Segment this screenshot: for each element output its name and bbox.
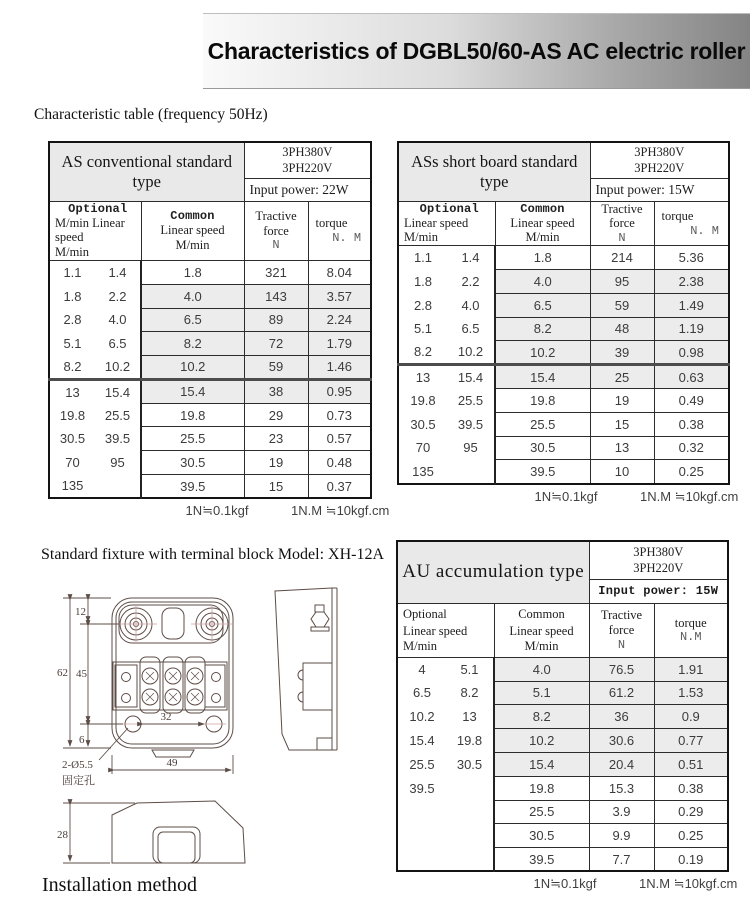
optional-speed-low: 5.1 xyxy=(398,317,447,341)
optional-speed-high xyxy=(447,460,495,484)
screw-terminal-right xyxy=(191,605,233,643)
power-cell: Input power: 22W xyxy=(244,178,371,201)
common-speed: 25.5 xyxy=(494,800,589,824)
common-speed: 10.2 xyxy=(495,341,590,365)
front-view xyxy=(112,598,233,757)
torque-value: 0.95 xyxy=(308,379,371,403)
characteristic-table-subtitle: Characteristic table (frequency 50Hz) xyxy=(34,106,268,123)
tractive-force-value: 61.2 xyxy=(589,681,654,705)
fixing-hole-label: 固定孔 xyxy=(62,775,95,787)
tractive-force-value: 48 xyxy=(590,317,654,341)
common-speed: 30.5 xyxy=(494,824,589,848)
common-speed: 1.8 xyxy=(141,260,244,284)
optional-speed-low: 13 xyxy=(398,365,447,389)
common-speed: 10.2 xyxy=(141,356,244,380)
as-conventional-table xyxy=(48,141,372,499)
common-speed: 15.4 xyxy=(495,365,590,389)
title-banner xyxy=(203,13,750,89)
common-speed: 4.0 xyxy=(495,269,590,293)
common-speed: 30.5 xyxy=(495,436,590,460)
torque-value: 3.57 xyxy=(308,284,371,308)
newton-note: 1N≒0.1kgf xyxy=(534,488,598,504)
au-accumulation-table xyxy=(396,540,729,872)
installation-method-label: Installation method xyxy=(42,874,197,896)
optional-speed-high xyxy=(446,848,494,872)
tractive-force-value: 3.9 xyxy=(589,800,654,824)
optional-speed-low: 30.5 xyxy=(398,412,447,436)
tractive-force-value: 321 xyxy=(244,260,308,284)
optional-speed-high: 2.2 xyxy=(447,269,495,293)
optional-speed-high: 6.5 xyxy=(95,332,141,356)
torque-value: 1.79 xyxy=(308,332,371,356)
torque-value: 1.53 xyxy=(654,681,728,705)
optional-speed-low: 1.8 xyxy=(49,284,95,308)
tractive-force-value: 214 xyxy=(590,246,654,270)
tractive-force-value: 59 xyxy=(244,356,308,380)
optional-speed-high: 4.0 xyxy=(95,308,141,332)
torque-value: 1.46 xyxy=(308,356,371,380)
optional-speed-low xyxy=(397,824,446,848)
torque-value: 0.29 xyxy=(654,800,728,824)
common-header: Common Linear speed M/min xyxy=(494,603,589,657)
tractive-force-header: Tractive force N xyxy=(244,201,308,260)
optional-speed-high: 39.5 xyxy=(95,427,141,451)
torque-value: 0.32 xyxy=(654,436,729,460)
optional-speed-low: 25.5 xyxy=(397,752,446,776)
tractive-force-value: 20.4 xyxy=(589,752,654,776)
torque-value: 0.48 xyxy=(308,451,371,475)
optional-speed-high: 95 xyxy=(447,436,495,460)
common-speed: 8.2 xyxy=(141,332,244,356)
optional-header: Optional M/min Linear speed M/min xyxy=(49,201,141,260)
torque-value: 1.49 xyxy=(654,293,729,317)
tractive-force-value: 19 xyxy=(590,388,654,412)
unit-conversion-note xyxy=(396,876,738,894)
torque-value: 0.19 xyxy=(654,848,728,872)
optional-speed-high xyxy=(446,824,494,848)
optional-speed-high xyxy=(446,776,494,800)
torque-value: 0.25 xyxy=(654,824,728,848)
power-cell: Input power: 15W xyxy=(590,178,729,201)
dim-49: 49 xyxy=(166,757,178,769)
tractive-force-value: 7.7 xyxy=(589,848,654,872)
tractive-force-value: 89 xyxy=(244,308,308,332)
optional-speed-low xyxy=(397,848,446,872)
tractive-force-value: 13 xyxy=(590,436,654,460)
tractive-force-value: 15 xyxy=(590,412,654,436)
torque-value: 0.57 xyxy=(308,427,371,451)
common-speed: 39.5 xyxy=(495,460,590,484)
optional-header: Optional Linear speed M/min xyxy=(398,201,495,246)
optional-speed-high: 2.2 xyxy=(95,284,141,308)
torque-value: 0.98 xyxy=(654,341,729,365)
newton-note: 1N≒0.1kgf xyxy=(533,876,597,892)
dim-45: 45 xyxy=(76,668,87,680)
optional-header: Optional Linear speed M/min xyxy=(397,603,494,657)
newton-meter-note: 1N.M ≒10kgf.cm xyxy=(639,876,738,892)
common-speed: 8.2 xyxy=(495,317,590,341)
tractive-force-header: Tractive force N xyxy=(589,603,654,657)
optional-speed-low: 10.2 xyxy=(397,705,446,729)
optional-speed-low: 19.8 xyxy=(49,403,95,427)
torque-header: torque N. M xyxy=(308,201,371,260)
torque-value: 0.38 xyxy=(654,776,728,800)
torque-value: 8.04 xyxy=(308,260,371,284)
side-view xyxy=(275,588,337,750)
common-speed: 19.8 xyxy=(495,388,590,412)
optional-speed-high: 25.5 xyxy=(95,403,141,427)
common-speed: 6.5 xyxy=(495,293,590,317)
optional-speed-high: 5.1 xyxy=(446,657,494,681)
fixture-drawing xyxy=(35,572,375,907)
optional-speed-low: 13 xyxy=(49,379,95,403)
optional-speed-low: 135 xyxy=(398,460,447,484)
optional-speed-low: 2.8 xyxy=(49,308,95,332)
torque-value: 0.37 xyxy=(308,475,371,499)
optional-speed-low: 4 xyxy=(397,657,446,681)
optional-speed-low: 19.8 xyxy=(398,388,447,412)
torque-value: 0.73 xyxy=(308,403,371,427)
optional-speed-high: 95 xyxy=(95,451,141,475)
optional-speed-high: 15.4 xyxy=(95,379,141,403)
ass-short-board-table-host xyxy=(397,141,739,507)
optional-speed-low: 2.8 xyxy=(398,293,447,317)
optional-speed-low: 70 xyxy=(49,451,95,475)
power-cell: Input power: 15W xyxy=(589,579,728,603)
optional-speed-low: 15.4 xyxy=(397,729,446,753)
dim-hole: 2-Ø5.5 xyxy=(62,759,93,771)
tractive-force-header: Tractive force N xyxy=(590,201,654,246)
optional-speed-high xyxy=(95,475,141,499)
optional-speed-low: 1.1 xyxy=(398,246,447,270)
au-accumulation-title: AU accumulation type xyxy=(397,541,589,603)
optional-speed-high: 13 xyxy=(446,705,494,729)
torque-value: 0.9 xyxy=(654,705,728,729)
common-speed: 4.0 xyxy=(494,657,589,681)
common-speed: 19.8 xyxy=(494,776,589,800)
optional-speed-low: 8.2 xyxy=(398,341,447,365)
page-title: Characteristics of DGBL50/60-AS AC electric roller xyxy=(207,38,746,64)
torque-value: 2.24 xyxy=(308,308,371,332)
tractive-force-value: 9.9 xyxy=(589,824,654,848)
common-speed: 39.5 xyxy=(494,848,589,872)
unit-conversion-note xyxy=(397,488,739,507)
voltage-cell: 3PH380V 3PH220V xyxy=(244,142,371,178)
common-speed: 19.8 xyxy=(141,403,244,427)
dim-62: 62 xyxy=(57,667,68,679)
common-speed: 6.5 xyxy=(141,308,244,332)
unit-conversion-note xyxy=(48,503,390,521)
common-speed: 30.5 xyxy=(141,451,244,475)
torque-value: 0.38 xyxy=(654,412,729,436)
optional-speed-high: 25.5 xyxy=(447,388,495,412)
optional-speed-high: 6.5 xyxy=(447,317,495,341)
optional-speed-high: 15.4 xyxy=(447,365,495,389)
newton-meter-note: 1N.M ≒10kgf.cm xyxy=(291,503,390,519)
common-header: Common Linear speed M/min xyxy=(495,201,590,246)
voltage-cell: 3PH380V 3PH220V xyxy=(590,142,729,178)
terminal-block xyxy=(113,657,227,713)
optional-speed-low: 8.2 xyxy=(49,356,95,380)
optional-speed-low: 1.1 xyxy=(49,260,95,284)
tractive-force-value: 59 xyxy=(590,293,654,317)
torque-value: 1.19 xyxy=(654,317,729,341)
tractive-force-value: 23 xyxy=(244,427,308,451)
common-speed: 15.4 xyxy=(494,752,589,776)
torque-value: 5.36 xyxy=(654,246,729,270)
dim-28: 28 xyxy=(57,829,68,841)
optional-speed-high: 1.4 xyxy=(447,246,495,270)
torque-value: 1.91 xyxy=(654,657,728,681)
optional-speed-high: 39.5 xyxy=(447,412,495,436)
tractive-force-value: 15.3 xyxy=(589,776,654,800)
optional-speed-low: 30.5 xyxy=(49,427,95,451)
torque-value: 0.51 xyxy=(654,752,728,776)
au-accumulation-table-host xyxy=(396,540,738,894)
as-conventional-table-host xyxy=(48,141,390,521)
tractive-force-value: 95 xyxy=(590,269,654,293)
common-speed: 25.5 xyxy=(141,427,244,451)
optional-speed-low: 1.8 xyxy=(398,269,447,293)
common-speed: 39.5 xyxy=(141,475,244,499)
common-speed: 8.2 xyxy=(494,705,589,729)
optional-speed-low: 5.1 xyxy=(49,332,95,356)
tractive-force-value: 76.5 xyxy=(589,657,654,681)
optional-speed-low xyxy=(397,800,446,824)
optional-speed-low: 6.5 xyxy=(397,681,446,705)
optional-speed-high: 19.8 xyxy=(446,729,494,753)
optional-speed-high: 30.5 xyxy=(446,752,494,776)
optional-speed-low: 70 xyxy=(398,436,447,460)
tractive-force-value: 143 xyxy=(244,284,308,308)
optional-speed-high: 10.2 xyxy=(447,341,495,365)
torque-header: torque N. M xyxy=(654,201,729,246)
tractive-force-value: 39 xyxy=(590,341,654,365)
newton-meter-note: 1N.M ≒10kgf.cm xyxy=(640,488,739,504)
common-speed: 5.1 xyxy=(494,681,589,705)
torque-value: 2.38 xyxy=(654,269,729,293)
bottom-view xyxy=(63,801,245,863)
optional-speed-low: 39.5 xyxy=(397,776,446,800)
tractive-force-value: 10 xyxy=(590,460,654,484)
voltage-cell: 3PH380V 3PH220V xyxy=(589,541,728,579)
torque-value: 0.49 xyxy=(654,388,729,412)
optional-speed-high xyxy=(446,800,494,824)
torque-value: 0.25 xyxy=(654,460,729,484)
torque-value: 0.77 xyxy=(654,729,728,753)
common-speed: 15.4 xyxy=(141,379,244,403)
tractive-force-value: 36 xyxy=(589,705,654,729)
optional-speed-high: 10.2 xyxy=(95,356,141,380)
dim-6: 6 xyxy=(79,734,85,746)
tractive-force-value: 15 xyxy=(244,475,308,499)
ass-short-board-table xyxy=(397,141,730,485)
optional-speed-high: 8.2 xyxy=(446,681,494,705)
dim-32: 32 xyxy=(160,711,172,723)
torque-header: torque N.M xyxy=(654,603,728,657)
tractive-force-value: 30.6 xyxy=(589,729,654,753)
optional-speed-low: 135 xyxy=(49,475,95,499)
optional-speed-high: 4.0 xyxy=(447,293,495,317)
torque-value: 0.63 xyxy=(654,365,729,389)
tractive-force-value: 72 xyxy=(244,332,308,356)
common-speed: 10.2 xyxy=(494,729,589,753)
tractive-force-value: 38 xyxy=(244,379,308,403)
tractive-force-value: 25 xyxy=(590,365,654,389)
tractive-force-value: 19 xyxy=(244,451,308,475)
as-conventional-title: AS conventional standard type xyxy=(49,142,244,201)
common-speed: 25.5 xyxy=(495,412,590,436)
common-speed: 1.8 xyxy=(495,246,590,270)
common-header: Common Linear speed M/min xyxy=(141,201,244,260)
newton-note: 1N≒0.1kgf xyxy=(185,503,249,519)
dim-12: 12 xyxy=(75,606,86,618)
common-speed: 4.0 xyxy=(141,284,244,308)
tractive-force-value: 29 xyxy=(244,403,308,427)
ass-short-board-title: ASs short board standard type xyxy=(398,142,590,201)
optional-speed-high: 1.4 xyxy=(95,260,141,284)
fixture-caption: Standard fixture with terminal block Model: XH-12A xyxy=(41,546,385,563)
